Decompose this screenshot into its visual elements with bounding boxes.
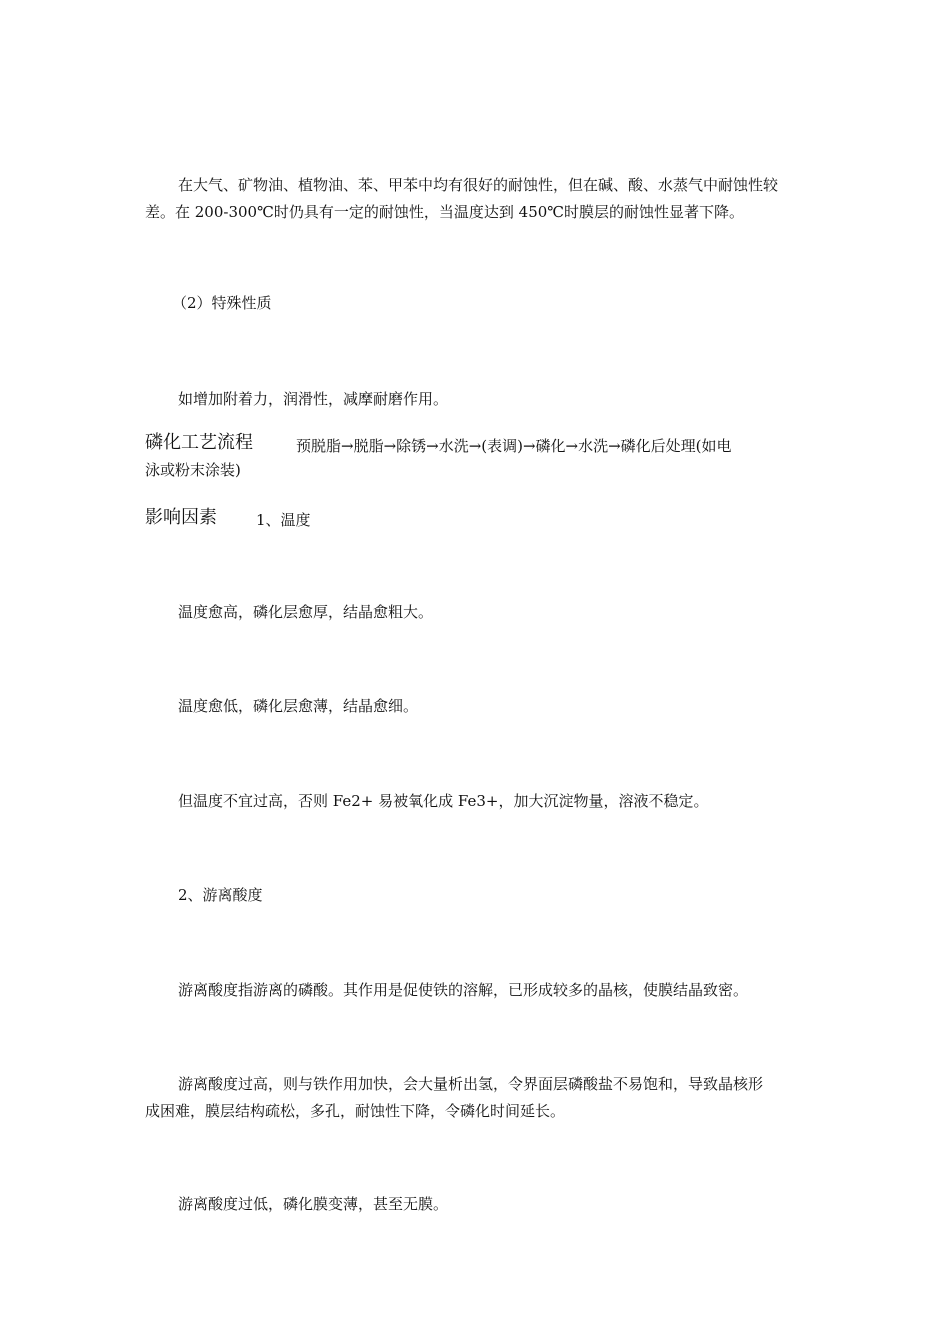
process-steps-line-1: 预脱脂→脱脂→除锈→水洗→(表调)→磷化→水洗→磷化后处理(如电 bbox=[296, 437, 732, 455]
temperature-high-text: 温度愈高，磷化层愈厚，结晶愈粗大。 bbox=[178, 603, 434, 621]
free-acidity-high-line-1: 游离酸度过高，则与铁作用加快，会大量析出氢，令界面层磷酸盐不易饱和，导致晶核形 bbox=[178, 1075, 764, 1093]
factors-label: 影响因素 bbox=[145, 507, 217, 528]
special-properties-heading: （2）特殊性质 bbox=[172, 294, 272, 312]
free-acidity-high-line-2: 成困难，膜层结构疏松，多孔，耐蚀性下降，令磷化时间延长。 bbox=[145, 1102, 566, 1120]
temperature-low-text: 温度愈低，磷化层愈薄，结晶愈细。 bbox=[178, 697, 419, 715]
process-steps-line-2: 泳或粉末涂装) bbox=[145, 461, 241, 479]
corrosion-paragraph-line-1: 在大气、矿物油、植物油、苯、甲苯中均有很好的耐蚀性，但在碱、酸、水蒸气中耐蚀性较 bbox=[178, 176, 779, 194]
special-properties-text: 如增加附着力，润滑性，减摩耐磨作用。 bbox=[178, 390, 449, 408]
free-acidity-definition: 游离酸度指游离的磷酸。其作用是促使铁的溶解，已形成较多的晶核，使膜结晶致密。 bbox=[178, 981, 749, 999]
corrosion-paragraph-line-2: 差。在 200-300℃时仍具有一定的耐蚀性，当温度达到 450℃时膜层的耐蚀性显著下降。 bbox=[145, 203, 745, 221]
temperature-limit-text: 但温度不宜过高，否则 Fe2+ 易被氧化成 Fe3+，加大沉淀物量，溶液不稳定。 bbox=[178, 792, 709, 810]
process-label: 磷化工艺流程 bbox=[145, 432, 253, 453]
factor-temperature-title: 1、温度 bbox=[256, 511, 311, 529]
factor-free-acidity-title: 2、游离酸度 bbox=[178, 886, 263, 904]
free-acidity-low-text: 游离酸度过低，磷化膜变薄，甚至无膜。 bbox=[178, 1195, 449, 1213]
